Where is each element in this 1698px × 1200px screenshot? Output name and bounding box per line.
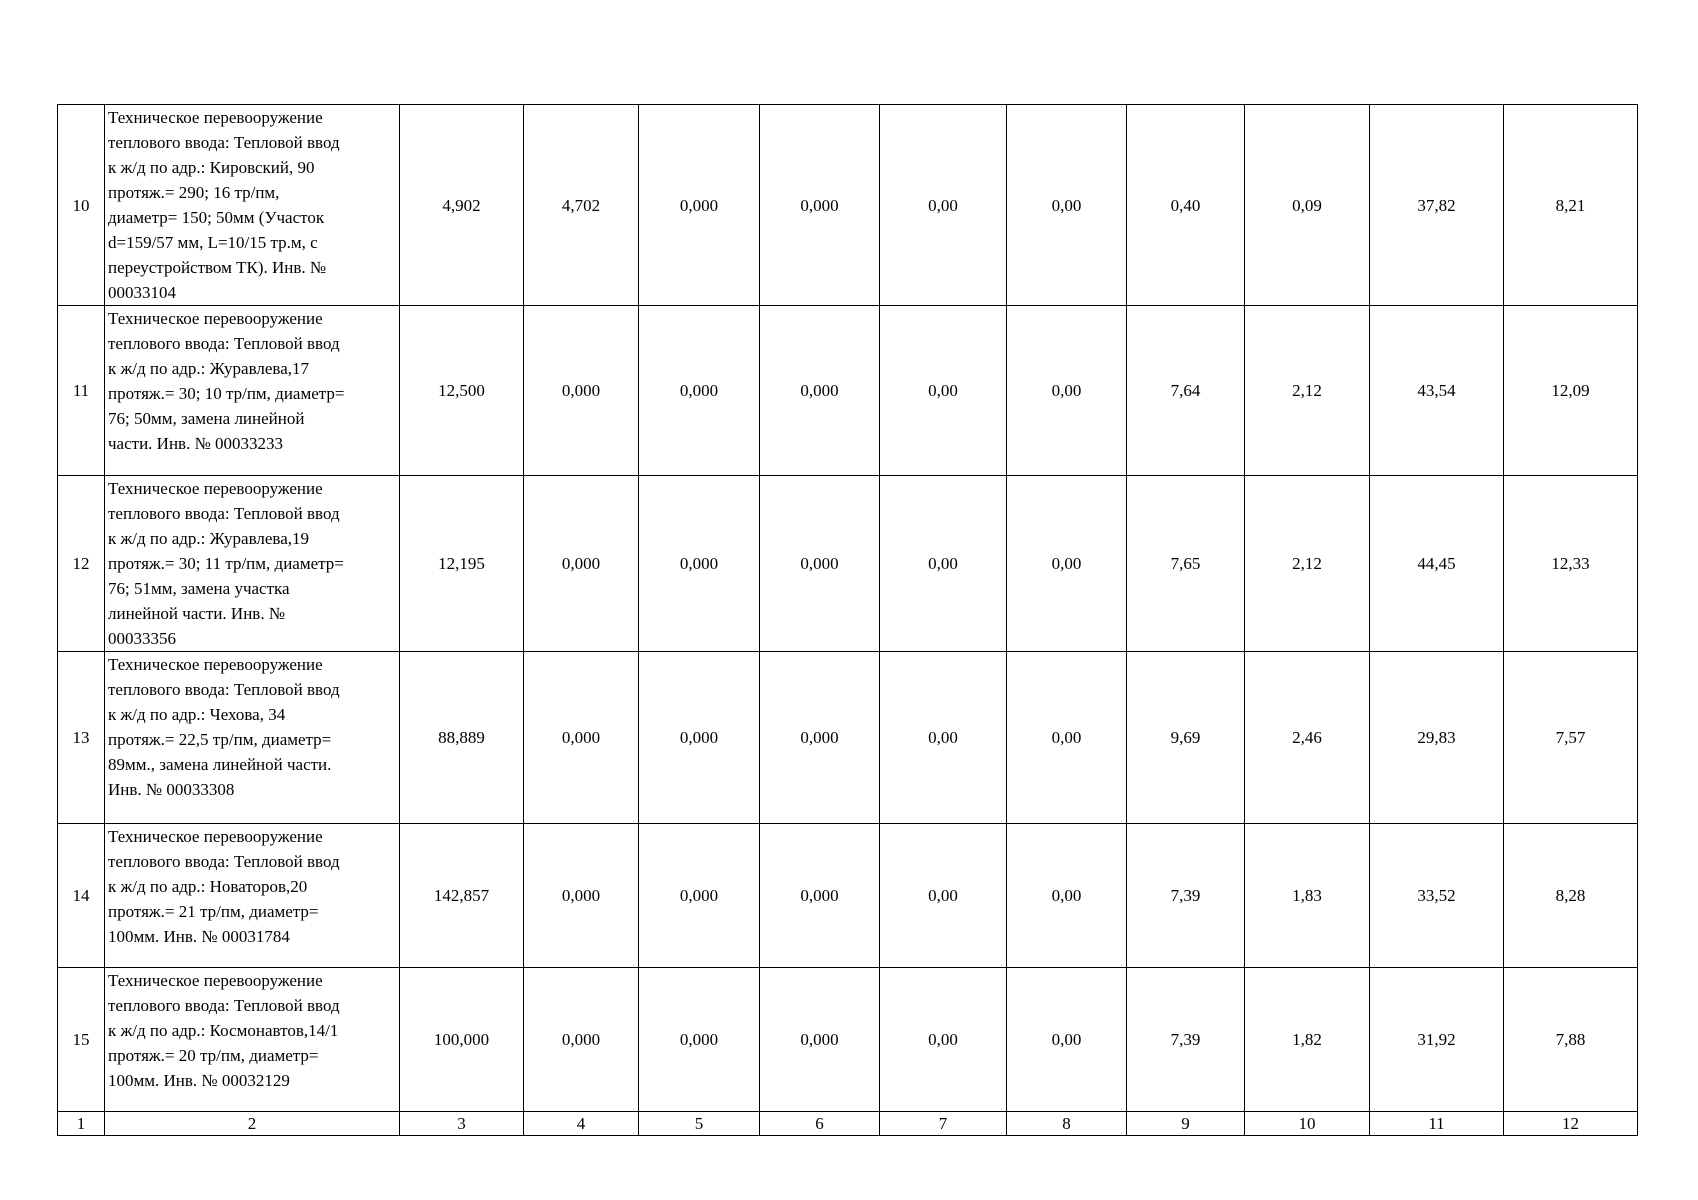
row-number-cell: 15 (58, 968, 105, 1112)
value-cell-col-7: 0,00 (880, 476, 1007, 652)
value-cell-col-3: 4,902 (400, 105, 524, 306)
value-cell-col-12: 8,28 (1504, 824, 1638, 968)
column-number-cell: 1 (58, 1112, 105, 1136)
description-line: переустройством ТК). Инв. № (108, 258, 327, 277)
data-table (57, 104, 1638, 1136)
value-cell-col-7: 0,00 (880, 105, 1007, 306)
value-cell-col-8: 0,00 (1007, 105, 1127, 306)
row-number-cell: 12 (58, 476, 105, 652)
description-line: 00033356 (108, 629, 176, 648)
description-line: теплового ввода: Тепловой ввод (108, 334, 340, 353)
description-line: протяж.= 21 тр/пм, диаметр= (108, 902, 319, 921)
column-number-cell: 10 (1245, 1112, 1370, 1136)
value-cell-col-6: 0,000 (760, 652, 880, 824)
value-cell-col-11: 29,83 (1370, 652, 1504, 824)
value-cell-col-7: 0,00 (880, 306, 1007, 476)
value-cell-col-11: 33,52 (1370, 824, 1504, 968)
description-line: к ж/д по адр.: Журавлева,19 (108, 529, 310, 548)
value-cell-col-3: 12,195 (400, 476, 524, 652)
description-line: теплового ввода: Тепловой ввод (108, 996, 340, 1015)
value-cell-col-6: 0,000 (760, 306, 880, 476)
value-cell-col-12: 8,21 (1504, 105, 1638, 306)
description-line: протяж.= 22,5 тр/пм, диаметр= (108, 730, 332, 749)
value-cell-col-4: 0,000 (524, 968, 639, 1112)
value-cell-col-7: 0,00 (880, 824, 1007, 968)
column-number-cell: 9 (1127, 1112, 1245, 1136)
value-cell-col-6: 0,000 (760, 476, 880, 652)
column-number-cell: 2 (105, 1112, 400, 1136)
value-cell-col-8: 0,00 (1007, 476, 1127, 652)
value-cell-col-3: 12,500 (400, 306, 524, 476)
value-cell-col-8: 0,00 (1007, 652, 1127, 824)
description-line: диаметр= 150; 50мм (Участок (108, 208, 325, 227)
description-line: протяж.= 20 тр/пм, диаметр= (108, 1046, 319, 1065)
description-line: 100мм. Инв. № 00031784 (108, 927, 290, 946)
column-number-cell: 8 (1007, 1112, 1127, 1136)
value-cell-col-5: 0,000 (639, 476, 760, 652)
description-line: Техническое перевооружение (108, 108, 323, 127)
value-cell-col-9: 7,65 (1127, 476, 1245, 652)
value-cell-col-11: 44,45 (1370, 476, 1504, 652)
value-cell-col-10: 1,83 (1245, 824, 1370, 968)
description-line: теплового ввода: Тепловой ввод (108, 504, 340, 523)
value-cell-col-7: 0,00 (880, 652, 1007, 824)
description-line: 00033104 (108, 283, 176, 302)
value-cell-col-12: 12,33 (1504, 476, 1638, 652)
table-row (58, 306, 1638, 476)
description-line: Техническое перевооружение (108, 971, 323, 990)
value-cell-col-10: 0,09 (1245, 105, 1370, 306)
description-line: теплового ввода: Тепловой ввод (108, 680, 340, 699)
description-line: теплового ввода: Тепловой ввод (108, 852, 340, 871)
column-number-cell: 4 (524, 1112, 639, 1136)
description-line: 100мм. Инв. № 00032129 (108, 1071, 290, 1090)
description-line: Инв. № 00033308 (108, 780, 235, 799)
value-cell-col-8: 0,00 (1007, 824, 1127, 968)
value-cell-col-4: 0,000 (524, 824, 639, 968)
description-line: части. Инв. № 00033233 (108, 434, 284, 453)
description-line: линейной части. Инв. № (108, 604, 286, 623)
table-row (58, 824, 1638, 968)
description-cell (105, 105, 400, 306)
column-number-cell: 3 (400, 1112, 524, 1136)
value-cell-col-10: 2,12 (1245, 476, 1370, 652)
column-number-cell: 12 (1504, 1112, 1638, 1136)
table-body (58, 105, 1638, 1136)
value-cell-col-11: 31,92 (1370, 968, 1504, 1112)
value-cell-col-4: 4,702 (524, 105, 639, 306)
description-line: к ж/д по адр.: Чехова, 34 (108, 705, 286, 724)
value-cell-col-8: 0,00 (1007, 968, 1127, 1112)
value-cell-col-3: 100,000 (400, 968, 524, 1112)
value-cell-col-4: 0,000 (524, 306, 639, 476)
description-line: 76; 50мм, замена линейной (108, 409, 305, 428)
value-cell-col-3: 142,857 (400, 824, 524, 968)
table-row (58, 476, 1638, 652)
column-number-cell: 6 (760, 1112, 880, 1136)
column-number-cell: 5 (639, 1112, 760, 1136)
value-cell-col-12: 7,57 (1504, 652, 1638, 824)
value-cell-col-8: 0,00 (1007, 306, 1127, 476)
row-number-cell: 13 (58, 652, 105, 824)
value-cell-col-7: 0,00 (880, 968, 1007, 1112)
value-cell-col-5: 0,000 (639, 824, 760, 968)
row-number-cell: 11 (58, 306, 105, 476)
table-row (58, 105, 1638, 306)
value-cell-col-12: 7,88 (1504, 968, 1638, 1112)
value-cell-col-5: 0,000 (639, 968, 760, 1112)
value-cell-col-5: 0,000 (639, 105, 760, 306)
description-line: 89мм., замена линейной части. (108, 755, 332, 774)
value-cell-col-6: 0,000 (760, 105, 880, 306)
value-cell-col-11: 37,82 (1370, 105, 1504, 306)
description-cell (105, 968, 400, 1112)
row-number-cell: 10 (58, 105, 105, 306)
column-number-cell: 11 (1370, 1112, 1504, 1136)
description-cell (105, 476, 400, 652)
value-cell-col-9: 9,69 (1127, 652, 1245, 824)
value-cell-col-4: 0,000 (524, 476, 639, 652)
description-line: Техническое перевооружение (108, 827, 323, 846)
value-cell-col-4: 0,000 (524, 652, 639, 824)
value-cell-col-9: 7,64 (1127, 306, 1245, 476)
value-cell-col-11: 43,54 (1370, 306, 1504, 476)
value-cell-col-9: 7,39 (1127, 968, 1245, 1112)
value-cell-col-5: 0,000 (639, 306, 760, 476)
value-cell-col-9: 7,39 (1127, 824, 1245, 968)
description-line: 76; 51мм, замена участка (108, 579, 290, 598)
description-line: протяж.= 30; 11 тр/пм, диаметр= (108, 554, 344, 573)
value-cell-col-3: 88,889 (400, 652, 524, 824)
value-cell-col-5: 0,000 (639, 652, 760, 824)
column-number-row (58, 1112, 1638, 1136)
description-line: Техническое перевооружение (108, 479, 323, 498)
value-cell-col-10: 1,82 (1245, 968, 1370, 1112)
description-line: теплового ввода: Тепловой ввод (108, 133, 340, 152)
description-cell (105, 824, 400, 968)
description-line: Техническое перевооружение (108, 309, 323, 328)
row-number-cell: 14 (58, 824, 105, 968)
description-line: протяж.= 30; 10 тр/пм, диаметр= (108, 384, 345, 403)
value-cell-col-10: 2,46 (1245, 652, 1370, 824)
value-cell-col-9: 0,40 (1127, 105, 1245, 306)
value-cell-col-6: 0,000 (760, 824, 880, 968)
value-cell-col-12: 12,09 (1504, 306, 1638, 476)
description-line: протяж.= 290; 16 тр/пм, (108, 183, 280, 202)
description-cell (105, 652, 400, 824)
value-cell-col-10: 2,12 (1245, 306, 1370, 476)
table-row (58, 968, 1638, 1112)
table-row (58, 652, 1638, 824)
description-cell (105, 306, 400, 476)
description-line: к ж/д по адр.: Новаторов,20 (108, 877, 308, 896)
description-line: Техническое перевооружение (108, 655, 323, 674)
description-line: к ж/д по адр.: Космонавтов,14/1 (108, 1021, 339, 1040)
description-line: к ж/д по адр.: Журавлева,17 (108, 359, 310, 378)
description-line: к ж/д по адр.: Кировский, 90 (108, 158, 315, 177)
description-line: d=159/57 мм, L=10/15 тр.м, с (108, 233, 318, 252)
column-number-cell: 7 (880, 1112, 1007, 1136)
value-cell-col-6: 0,000 (760, 968, 880, 1112)
